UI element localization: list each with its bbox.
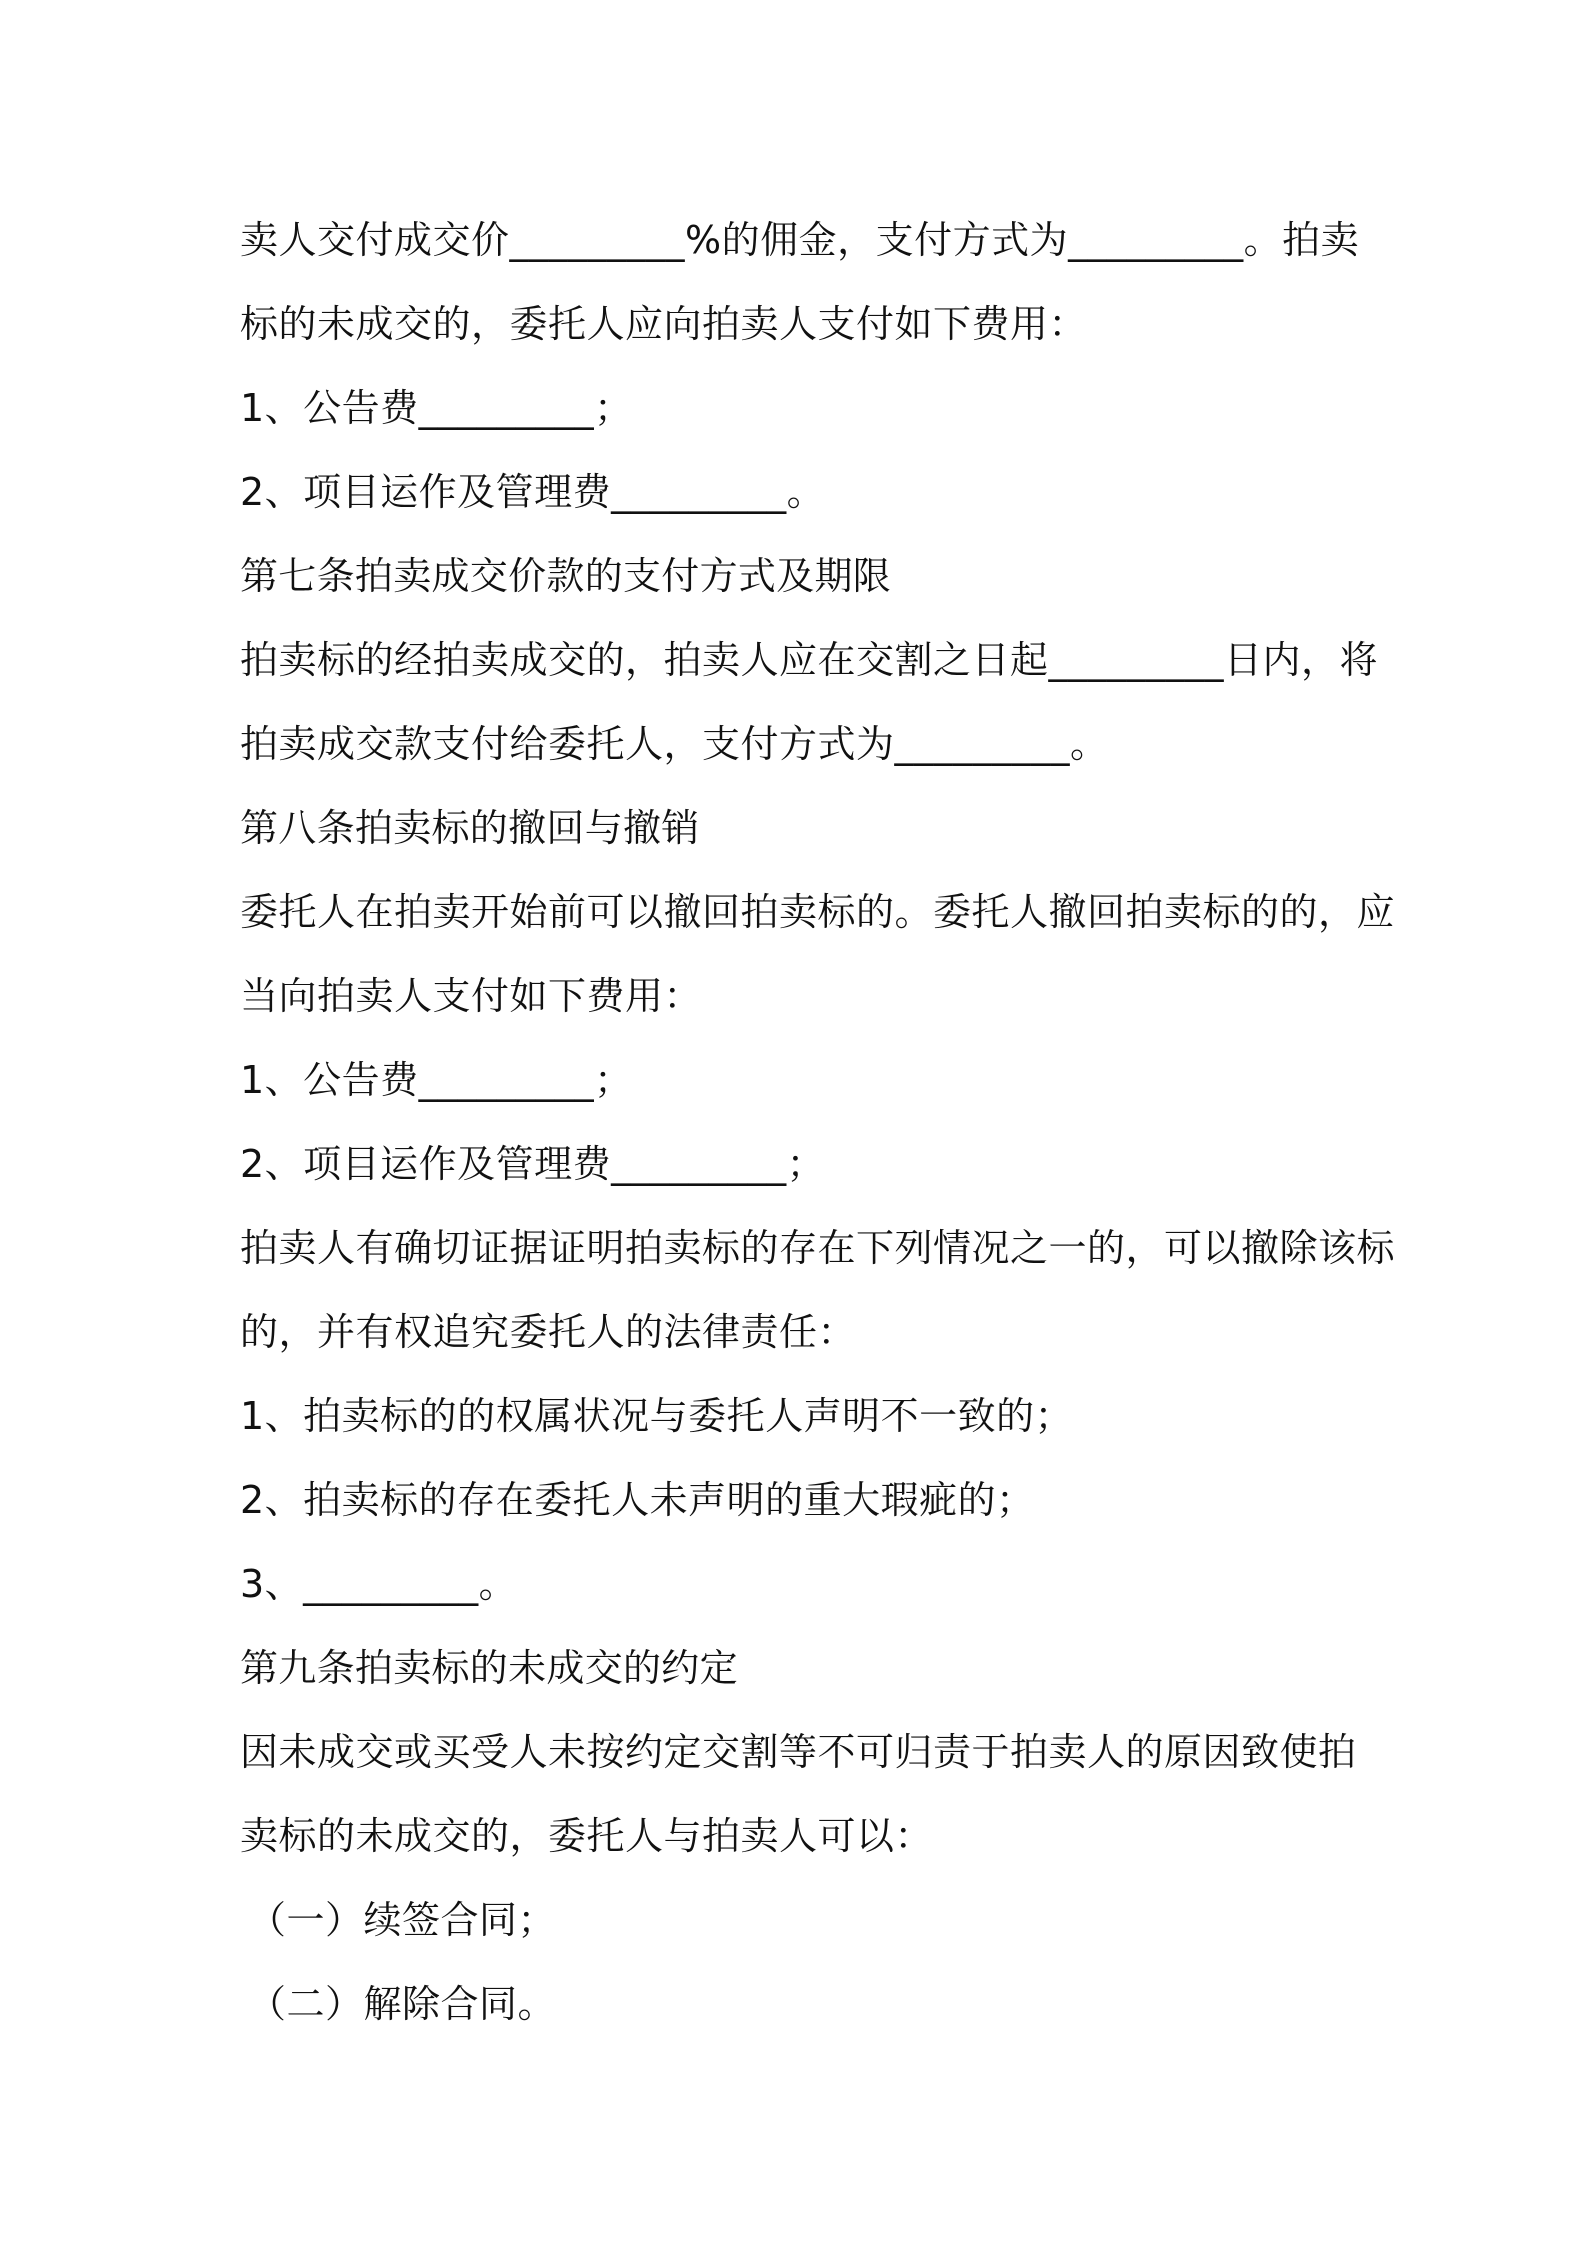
revocation-item-1: 1、拍卖标的的权属状况与委托人声明不一致的； (240, 1394, 1074, 1438)
revocation-line-2: 的，并有权追究委托人的法律责任： (240, 1310, 857, 1354)
article-9-line-2: 卖标的未成交的，委托人与拍卖人可以： (240, 1814, 934, 1858)
fee-item-management: 2、项目运作及管理费_________。 (240, 470, 826, 514)
option-renew-contract: （一）续签合同； (248, 1898, 557, 1942)
body-line-1: 卖人交付成交价_________%的佣金，支付方式为_________。拍卖 (240, 218, 1360, 262)
withdraw-fee-management: 2、项目运作及管理费_________； (240, 1142, 826, 1186)
fee-item-announcement: 1、公告费_________； (240, 386, 633, 430)
article-9-heading: 第九条拍卖标的未成交的约定 (240, 1646, 738, 1690)
article-7-line-2: 拍卖成交款支付给委托人，支付方式为_________。 (240, 722, 1109, 766)
article-8-line-1: 委托人在拍卖开始前可以撤回拍卖标的。委托人撤回拍卖标的的，应 (240, 890, 1396, 934)
option-terminate-contract: （二）解除合同。 (248, 1982, 557, 2026)
article-7-line-1: 拍卖标的经拍卖成交的，拍卖人应在交割之日起_________日内，将 (240, 638, 1379, 682)
document-body (240, 198, 1396, 2046)
revocation-item-2: 2、拍卖标的存在委托人未声明的重大瑕疵的； (240, 1478, 1035, 1522)
withdraw-fee-announcement: 1、公告费_________； (240, 1058, 633, 1102)
article-8-heading: 第八条拍卖标的撤回与撤销 (240, 806, 700, 850)
article-8-line-2: 当向拍卖人支付如下费用： (240, 974, 703, 1018)
body-line-2: 标的未成交的，委托人应向拍卖人支付如下费用： (240, 302, 1088, 346)
revocation-item-3: 3、_________。 (240, 1562, 518, 1606)
revocation-line-1: 拍卖人有确切证据证明拍卖标的存在下列情况之一的，可以撤除该标 (240, 1226, 1396, 1270)
article-9-line-1: 因未成交或买受人未按约定交割等不可归责于拍卖人的原因致使拍 (240, 1730, 1357, 1774)
article-7-heading: 第七条拍卖成交价款的支付方式及期限 (240, 554, 892, 598)
